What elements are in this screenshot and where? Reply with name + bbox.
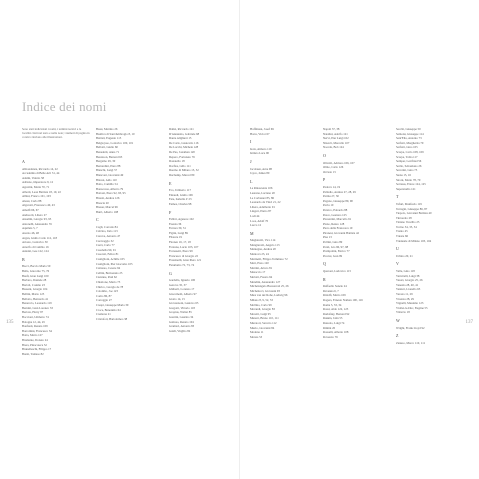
index-entry: Accademia di Belle Arti 31, 44	[22, 171, 60, 176]
index-entry: Venturi, Lionello 63	[396, 287, 421, 292]
index-entry: Castiglioni, Pier Giacomo 105	[96, 261, 133, 266]
index-column-5	[323, 127, 385, 339]
index-letter-heading: Q	[323, 261, 326, 267]
index-entry: Andreotti, Libero 27	[22, 212, 47, 217]
index-entry: Carrà, Carlo 77	[96, 243, 115, 248]
index-column-4	[250, 127, 312, 339]
index-entry: Melotti, Fausto 94	[250, 275, 273, 280]
index-letter-heading: V	[396, 261, 399, 267]
index-entry: Filarete 19	[169, 235, 182, 240]
index-entry: Orvieto 15	[323, 169, 336, 174]
index-entry: Guarini, Guarino 34	[169, 314, 194, 319]
index-entry: Belgiojoso, Lodovico 100, 101	[96, 140, 134, 145]
index-entry: Istituto Luce 90	[250, 151, 269, 156]
index-entry: Dante Alighieri 15	[169, 136, 192, 141]
index-entry: Rogers, Ernesto Nathan 100, 116	[323, 298, 363, 302]
index-entry: Bottoni, Piero 92, 93, 95	[96, 191, 126, 196]
index-entry: Benevolo, Leonardo 119	[22, 301, 52, 306]
page-title: Indice dei nomi	[22, 99, 107, 114]
left-page	[0, 0, 239, 479]
index-entry: Hoffmann, Josef 69	[250, 127, 274, 131]
index-letter-heading: E	[169, 180, 172, 186]
index-letter-heading: R	[323, 276, 326, 282]
index-entry: Ridolfi, Mario 109	[323, 293, 346, 298]
index-entry: Michelucci, Giovanni 93	[250, 288, 280, 293]
index-entry: Donatello 18	[169, 159, 185, 164]
index-entry: Burri, Alberto 108	[96, 209, 119, 214]
index-entry: Algarotti, Francesco 40, 43	[22, 203, 55, 208]
index-entry: Tafuri, Manfredo 119	[396, 201, 422, 206]
index-letter-heading: P	[323, 177, 326, 183]
index-entry: Benedetti, Anna 71	[96, 149, 120, 154]
index-entry: Sarfatti, Margherita 79	[396, 140, 424, 145]
index-entry: Wright, Frank Lloyd 92	[396, 325, 425, 330]
index-entry: Abbondanza, Riccardo 14, 22	[22, 166, 58, 171]
index-entry: Masaccio 17	[250, 270, 266, 275]
index-entry: Argan, Giulio Carlo 112, 118	[22, 235, 58, 240]
index-entry: Frassinelli, Gian Piero 121	[169, 258, 202, 263]
index-entry: Mangiarotti, Angelo 113	[250, 242, 280, 247]
index-entry: Adriano, imperatore 9, 12	[22, 180, 54, 185]
right-page	[240, 0, 479, 479]
index-entry: Mollino, Carlo 99	[250, 302, 272, 307]
index-entry: Calvino, Italo 113	[96, 229, 118, 234]
index-entry: Caravaggio 32	[96, 238, 114, 243]
index-entry: Cézanne, Paul 62	[96, 275, 117, 280]
index-entry: Duchamp, Marcel 80	[169, 172, 195, 177]
index-entry: Sottsass, Ettore 124, 125	[396, 182, 426, 187]
index-entry: Duomo di Milano 13, 52	[169, 168, 199, 173]
index-entry: Casorati, Felice 81	[96, 252, 119, 257]
index-entry: Bergamo 29, 30	[96, 159, 116, 164]
index-entry: Giovannoni, Gustavo 65	[169, 301, 199, 306]
index-entry: Sarfatti, Gino 105	[396, 145, 418, 150]
index-letter-heading: B	[22, 256, 25, 262]
index-entry: Persico, Edoardo 88	[323, 207, 348, 212]
index-entry: Branzi, Andrea 126	[96, 195, 120, 200]
index-entry: Bianconi, Giovanni 49	[96, 172, 124, 177]
index-column-6	[396, 127, 458, 345]
index-entry: Dalisi, Riccardo 121	[169, 127, 194, 131]
index-entry: Crespi, Giuseppe Maria 39	[96, 302, 129, 307]
index-entry: Parma 27, 30	[323, 194, 339, 199]
index-entry: Jacobsen, Arne 98	[250, 166, 272, 171]
index-entry: Triennale di Milano 103, 104	[396, 238, 432, 243]
index-entry: Sironi, Mario 78, 79	[396, 177, 421, 182]
index-entry: Bassani, Giorgio 104	[22, 287, 48, 292]
index-entry: Modena 11	[250, 330, 264, 335]
index-entry: Tiziano Vecellio 25	[396, 220, 420, 225]
index-entry: Moretti, Luigi 95	[250, 311, 271, 316]
index-entry: Lodi 44	[250, 213, 260, 218]
index-column-2	[96, 127, 158, 321]
index-entry: Rimini 20	[323, 325, 336, 330]
index-entry: Palladio, Andrea 27, 28, 29	[323, 189, 356, 194]
index-entry: Rossi, Aldo 122, 123	[323, 307, 349, 312]
index-entry: Roma 5, 33, 34	[323, 302, 342, 307]
index-entry: Scarpa, Tobia 117	[396, 154, 418, 159]
index-entry: Cristofori, Bartolomeo 38	[96, 316, 128, 321]
index-entry: Boito, Camillo 54	[96, 182, 118, 187]
index-entry: Munari, Bruno 110, 111	[250, 316, 279, 321]
index-entry: De Pas, Jonathan 120	[169, 149, 195, 154]
index-entry: Michelangelo Buonarroti 25, 26	[250, 284, 289, 289]
index-entry: Adami, Valerio 58	[22, 175, 45, 180]
index-entry: Vanvitelli, Luigi 38	[396, 273, 420, 278]
index-entry: Verona 11, 29	[396, 292, 413, 296]
index-entry: Antonelli, Alessandro 35	[22, 221, 52, 226]
index-letter-heading: J	[250, 158, 252, 164]
index-entry: Mies van der Rohe, Ludwig 96	[250, 293, 288, 298]
index-entry: Bernardini, Piero 88	[96, 163, 121, 168]
index-entry: Firenze 16, 17, 18	[169, 240, 191, 245]
index-entry: Genova 35, 37	[169, 282, 187, 287]
index-entry: Siena 15, 16	[396, 172, 411, 177]
index-letter-heading: I	[250, 139, 252, 145]
index-entry: Nizzoli, Marcello 107	[323, 140, 350, 145]
index-entry: Alberti, Leon Battista 18, 19, 22	[22, 189, 61, 194]
index-entry: Vicenza 28, 29	[396, 296, 414, 301]
index-entry: Olivetti, Adriano 106, 107	[323, 160, 355, 165]
index-entry: Rosselli, Alberto 108	[323, 330, 349, 335]
index-entry: Rovereto 76	[323, 334, 338, 339]
index-letter-heading: W	[396, 317, 400, 323]
index-entry: Piranesi, Giovanni Battista 42	[323, 230, 359, 235]
index-entry: Guidi, Virgilio 82	[169, 328, 191, 333]
index-entry: Ferrara 30, 31	[169, 226, 186, 231]
index-entry: De Carlo, Giancarlo 116	[169, 140, 199, 145]
index-entry: Chiattone, Mario 73	[96, 280, 121, 284]
index-entry: Basilica di Sant'Ambrogio 8, 10	[96, 131, 135, 136]
index-entry: Piero della Francesca 19	[323, 226, 353, 231]
index-entry: Prouvé, Jean 99	[323, 253, 343, 258]
index-entry: D'Annunzio, Gabriele 68	[169, 131, 200, 136]
index-entry: Giacometti, Alberto 97	[169, 292, 197, 296]
page-number-left: 135	[6, 320, 14, 325]
index-entry: Piacentini, Marcello 91	[323, 217, 352, 222]
index-entry: Dorfles, Gillo 111	[169, 163, 191, 168]
index-entry: Pisa 13	[323, 235, 332, 240]
index-entry: Muzio, Giovanni 84	[250, 325, 275, 330]
index-entry: Leonardo da Vinci 21, 22	[250, 200, 281, 205]
index-entry: Francesco di Giorgio 22	[169, 253, 199, 258]
index-entry: Boccioni, Umberto 74	[22, 315, 49, 319]
index-entry: Borromini, Francesco 34	[22, 328, 52, 333]
index-entry: De Lucchi, Michele 128	[169, 145, 199, 150]
index-entry: Bacci, Baccio Maria 59	[22, 264, 51, 269]
index-column-3	[169, 127, 231, 333]
index-entry: Trieste 66	[396, 234, 408, 239]
index-letter-heading: M	[250, 230, 254, 236]
index-entry: Giotto 14, 15	[169, 296, 185, 301]
index-entry: Mantova 23, 24	[250, 252, 269, 257]
index-entry: Terragni, Giuseppe 86, 87	[396, 206, 428, 211]
index-entry: Bellotti, Giulio 60	[96, 145, 118, 150]
index-entry: Breuer, Marcel 96	[96, 205, 118, 210]
index-entry: Laurana, Luciano 20	[250, 190, 275, 195]
index-column-1	[22, 156, 84, 356]
page-number-right: 137	[465, 320, 473, 325]
intro-note: Sono stati indicizzati i nomi, i termini tecnici e le località citati nel testo e nelle note; i numeri di pagina in corsivo rinviano alle illustrazioni.	[22, 127, 90, 139]
index-entry: Vasari, Giorgio 25, 26	[396, 278, 423, 283]
index-entry: Noorda, Bob 124	[323, 145, 344, 150]
index-entry: Ghiberti, Lorenzo 17	[169, 287, 195, 292]
index-entry: Como 86, 87	[96, 293, 112, 298]
index-entry: Bassi, Martino 26	[96, 127, 118, 131]
index-entry: Raffaello Sanzio 24	[323, 284, 347, 289]
index-letter-heading: G	[169, 270, 172, 276]
index-entry: Pavia 10	[323, 203, 334, 208]
index-entry: Castiglioni, Achille 105	[96, 257, 125, 262]
index-entry: Eames, Charles 98	[169, 201, 192, 206]
index-entry: Fornasetti, Piero 99	[169, 249, 193, 254]
index-entry: Colombo, Joe 123	[96, 289, 118, 294]
index-entry: Barbaro, Daniele 28	[22, 278, 47, 283]
index-entry: Gardella, Ignazio 100	[169, 278, 196, 283]
index-entry: Fontana, Lucio 103, 107	[169, 244, 199, 249]
index-entry: Casabella 90, 91	[96, 247, 116, 252]
index-entry: Russolo, Luigi 74	[323, 320, 345, 325]
index-entry: Ponti, Gio 96, 97, 98	[323, 244, 349, 249]
index-entry: Canova, Antonio 47	[96, 234, 121, 239]
index-letter-heading: U	[396, 246, 399, 252]
index-entry: Bernini, Gian Lorenzo 33	[22, 305, 53, 310]
index-entry: Prampolini, Enrico 77	[323, 249, 350, 254]
index-entry: Joyce, James 80	[250, 171, 270, 176]
index-entry: Lucca 12	[250, 223, 262, 228]
index-entry: Anselmi, Giorgio 93, 95	[22, 217, 52, 222]
index-entry: Valle, Gino 118	[396, 269, 415, 274]
index-letter-heading: L	[250, 178, 253, 184]
index-entry: Superstudio 121	[396, 186, 416, 191]
index-entry: Battisti, Eugenio 115	[96, 136, 122, 141]
index-entry: Cagli, Corrado 84	[96, 224, 118, 229]
index-entry: Cellini, Benvenuto 25	[96, 270, 123, 275]
index-entry: Aulenti, Gae 122, 124	[22, 249, 49, 254]
index-entry: Piano, Renzo 128	[323, 221, 345, 226]
index-entry: Amalfi 66, 67	[22, 207, 39, 212]
index-entry: Mendini, Alessandro 127	[250, 279, 281, 284]
index-entry: Nervi, Pier Luigi 102	[323, 136, 349, 141]
index-entry: Magistretti, Vico 114	[250, 238, 276, 243]
index-letter-heading: A	[22, 159, 25, 164]
index-entry: Aquileia 5, 7	[22, 226, 38, 231]
index-entry: Banfi, Gian Luigi 100	[22, 273, 49, 278]
index-entry: Agostini, Marta 70, 71	[22, 184, 50, 189]
index-entry: Cremona 21	[96, 312, 111, 317]
index-entry: Urbino 20, 21	[396, 253, 413, 258]
index-entry: Venezia 28, 40, 41	[396, 282, 419, 287]
index-entry: Horta, Victor 67	[250, 131, 270, 136]
index-entry: Morandi, Giorgio 83	[250, 307, 275, 312]
index-entry: Figini, Luigi 89	[169, 230, 188, 235]
index-entry: Bellotto, Bernardo 41	[22, 296, 49, 301]
index-entry: Bologna 12, 44, 45	[22, 319, 45, 324]
index-entry: Serlio, Sebastiano 26	[396, 163, 422, 168]
index-entry: Pagano, Giuseppe 89, 90	[323, 198, 353, 203]
index-entry: Tintoretto 28	[396, 215, 412, 220]
index-entry: Faenza 36	[169, 221, 182, 226]
index-entry: Croce, Benedetto 64	[96, 307, 121, 312]
index-entry: Balla, Giacomo 75, 76	[22, 269, 50, 274]
index-entry: Botta, Mario 127	[22, 333, 43, 338]
index-entry: Bellini, Mario 125	[22, 292, 45, 297]
index-entry: Ruskin, John 55	[323, 316, 343, 321]
index-entry: Martini, Arturo 81	[250, 265, 273, 270]
index-entry: Brera, Pinacoteca 52	[22, 342, 47, 347]
index-entry: Tiepolo, Giovanni Battista 40	[396, 211, 432, 216]
index-entry: Padova 14, 19	[323, 184, 341, 189]
index-entry: Vitruvio 18	[396, 310, 410, 315]
index-entry: Isola, Aimaro 119	[250, 146, 272, 151]
index-entry: Sant'Elia, Antonio 73	[396, 136, 422, 141]
index-entry: Natalini, Adolfo 121	[323, 131, 348, 136]
index-entry: Este, Isabella d' 23	[169, 197, 192, 202]
index-entry: Bitossi, Aldo 110	[96, 177, 117, 182]
index-entry: Einaudi, Giulio 106	[169, 192, 193, 197]
index-entry: Loos, Adolf 70	[250, 218, 269, 223]
index-entry: La Rinascente 106	[250, 186, 273, 191]
index-entry: Bartoli, Cosimo 23	[22, 282, 45, 287]
index-entry: Bianchi, Luigi 57	[96, 168, 118, 173]
index-entry: Marinetti, Filippo Tommaso 72	[250, 256, 288, 261]
index-entry: Bonacossa, Alberto 79	[96, 186, 124, 191]
index-entry: Torino 34, 35, 54	[396, 224, 417, 229]
index-entry: Correggio 27	[96, 298, 112, 303]
index-entry: Monza 53	[250, 334, 263, 339]
index-entry: Depero, Fortunato 76	[169, 154, 195, 159]
index-entry: Le Corbusier 85, 86	[250, 195, 274, 200]
index-entry: Gramsci, Antonio 83	[169, 324, 195, 329]
index-entry: Trento 45	[396, 229, 408, 234]
index-entry: Pesce, Gaetano 125	[323, 212, 347, 217]
index-entry: Buzzi, Tomaso 82	[22, 351, 44, 356]
index-letter-heading: F	[169, 209, 172, 215]
index-entry: Fabbri, Agenore 102	[169, 217, 194, 222]
index-letter-heading: C	[96, 217, 99, 223]
index-entry: Mantegna, Andrea 20	[250, 247, 276, 252]
index-entry: Quaroni, Ludovico 115	[323, 269, 351, 274]
index-entry: Albini, Franco 101, 103	[22, 194, 51, 199]
index-entry: Ariosto, Ludovico 30	[22, 240, 48, 245]
index-entry: Milano 8, 9, 52, 53	[250, 298, 273, 302]
index-entry: Bonfanti, Renata 109	[22, 324, 48, 329]
index-entry: Rudofsky, Bernard 92	[323, 311, 350, 316]
index-entry: Chirico, Giorgio de 78	[96, 284, 124, 289]
index-entry: Zanuso, Marco 110, 111	[396, 340, 426, 345]
index-entry: Napoli 37, 38	[323, 127, 340, 131]
index-entry: Muratori, Saverio 112	[250, 320, 277, 325]
index-entry: Alessi, Carlo 88	[22, 198, 42, 203]
index-entry: Scarpa, Carlo 108, 109	[396, 149, 424, 154]
index-entry: Olmo, Carlo 126	[323, 165, 344, 170]
index-entry: Gregotti, Vittorio 118	[169, 305, 195, 310]
index-entry: Brunelleschi, Filippo 17	[22, 347, 52, 352]
index-entry: Libera, Adalberto 91	[250, 204, 275, 209]
index-entry: Samonà, Giuseppe 114	[396, 131, 424, 136]
index-entry: Vignelli, Massimo 123	[396, 301, 424, 306]
index-letter-heading: Z	[396, 333, 399, 339]
index-entry: Eco, Umberto 117	[169, 188, 191, 193]
index-entry: Viollet-le-Duc, Eugène 55	[396, 305, 428, 310]
index-entry: Cattaneo, Cesare 94	[96, 266, 121, 271]
index-entry: Arezzo 46, 48	[22, 230, 39, 235]
index-entry: Ravenna 6, 7	[323, 288, 339, 293]
index-entry: Mari, Enzo 120	[250, 261, 269, 266]
index-entry: Guttuso, Renato 104	[169, 319, 194, 324]
index-entry: Sacchi, Giuseppe 50	[396, 127, 421, 131]
index-entry: Pollini, Gino 89	[323, 240, 343, 245]
index-entry: Brescia 20	[96, 200, 109, 205]
index-entry: Bramante, Donato 24	[22, 337, 48, 342]
index-entry: Berenson, Bernard 63	[96, 154, 123, 159]
index-entry: Lingeri, Pietro 87	[250, 209, 272, 214]
index-letter-heading: T	[396, 194, 399, 200]
index-entry: Semper, Gottfried 56	[396, 159, 422, 164]
index-entry: Arnolfo di Cambio 16	[22, 244, 49, 249]
index-entry: Futurismo 72, 73, 74	[169, 263, 195, 268]
index-entry: Bertoia, Harry 97	[22, 310, 44, 315]
index-entry: Severini, Gino 75	[396, 168, 418, 173]
index-letter-heading: O	[323, 152, 326, 158]
index-entry: Gropius, Walter 85	[169, 310, 192, 315]
